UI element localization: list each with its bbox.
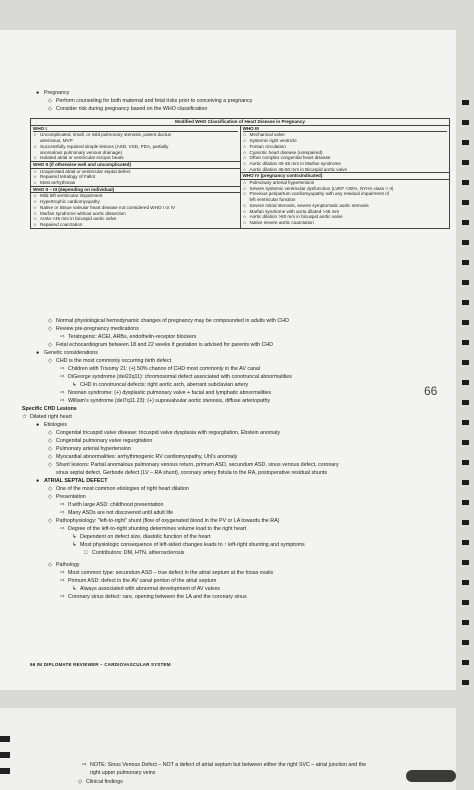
page-footer: 66 IM DIPLOMATE REVIEWER – CARDIOVASCULAR SYSTEM xyxy=(30,662,171,667)
table-title: Modified WHO Classification of Heart Disease in Pregnancy xyxy=(31,119,450,126)
bullet-icon: ● xyxy=(36,478,40,484)
line-text: Specific CHD Lesions xyxy=(22,406,77,412)
text-line xyxy=(60,578,216,584)
text-line xyxy=(60,594,247,600)
star-icon: ☆ xyxy=(33,168,38,174)
text-line xyxy=(36,478,107,484)
bullet-icon: ⇨ xyxy=(60,334,65,340)
text-line xyxy=(78,779,123,785)
line-text: Normal physiological hemodynamic changes of pregnancy may be compounded in adults with CHD xyxy=(56,318,289,324)
line-text: Coronary sinus defect: rare, opening between the LA and the coronary sinus xyxy=(68,594,247,600)
text-line xyxy=(56,470,327,476)
row-text: left ventricular function xyxy=(249,197,296,203)
star-icon: ☆ xyxy=(33,210,38,216)
who-classification-table xyxy=(30,118,450,229)
who-left-column xyxy=(31,125,241,228)
text-line xyxy=(48,518,279,524)
edge-tab xyxy=(462,240,469,245)
bullet-icon: ↳ xyxy=(72,382,77,388)
line-text: Shunt lesions: Partial anomalous pulmonary venous return, primum ASD, secundum ASD, sinus venous defect, coronary xyxy=(56,462,339,468)
row-text: Previous peripartum cardiomyopathy with any residual impairment of xyxy=(249,191,389,197)
edge-tab xyxy=(462,140,469,145)
text-line xyxy=(60,390,271,396)
text-line xyxy=(48,430,280,436)
edge-tab xyxy=(462,420,469,425)
bullet-icon: ⇨ xyxy=(60,578,65,584)
text-line xyxy=(60,526,246,532)
who3-list xyxy=(243,132,448,172)
line-text: William's syndrome (del7q11.23): (+) supravalvular aortic stenosis, diffuse arteriopathy xyxy=(68,398,271,404)
line-text: Consider risk during pregnancy based on the WHO classification xyxy=(56,106,208,112)
who2-list xyxy=(33,169,238,186)
next-document-page xyxy=(0,708,456,790)
line-text: One of the most common etiologies of right heart dilation xyxy=(56,486,189,492)
line-text: NOTE: Sinus Venous Defect – NOT a defect of atrial septum but between either the right SVC – atrial junction and the xyxy=(90,762,367,768)
star-icon: ☆ xyxy=(242,143,247,149)
bullet-icon: ◇ xyxy=(48,462,53,468)
row-text: Marfan syndrome with aorta dilated >45 mm xyxy=(249,208,340,214)
line-text: Noonan syndrome: (+) dysplastic pulmonary valve + facial and lymphatic abnormalities xyxy=(68,390,272,396)
text-line xyxy=(60,374,292,380)
line-text: DiGeorge syndrome (del22q11): chromosomal defect associated with conotruncal abnormalities xyxy=(68,374,292,380)
text-line xyxy=(72,542,305,548)
bullet-icon: ⇨ xyxy=(60,366,65,372)
bullet-icon: ↳ xyxy=(72,542,77,548)
bullet-icon: ⇨ xyxy=(60,374,65,380)
line-text: Degree of the left-to-right shunting determines volume load to the right heart xyxy=(68,526,247,532)
bullet-icon: ⇨ xyxy=(60,390,65,396)
row-text: Aortic dilation 40-45 mm in Marfan syndrome xyxy=(249,160,341,166)
star-icon: ☆ xyxy=(242,219,247,225)
star-icon: ☆ xyxy=(242,149,247,155)
edge-tab xyxy=(462,340,469,345)
row-text: Unoperated atrial or ventricular septal defect xyxy=(40,168,131,174)
star-icon: ☆ xyxy=(242,132,247,138)
text-line xyxy=(82,762,366,768)
row-text: Cyanotic heart disease (unrepaired) xyxy=(249,149,323,155)
bullet-icon: ● xyxy=(36,350,40,356)
star-icon: ☆ xyxy=(242,180,247,186)
bullet-icon: ◇ xyxy=(48,486,53,492)
edge-tab xyxy=(462,160,469,165)
edge-tab xyxy=(462,120,469,125)
edge-tab xyxy=(462,540,469,545)
text-line xyxy=(72,382,248,388)
text-line xyxy=(48,326,139,332)
line-text: If with large ASD: childhood presentation xyxy=(68,502,164,508)
star-icon: ☆ xyxy=(242,208,247,214)
star-icon: ☆ xyxy=(33,221,38,227)
line-text: Presentation xyxy=(56,494,86,500)
who23-list xyxy=(33,193,238,227)
edge-tab xyxy=(462,460,469,465)
edge-tab xyxy=(462,480,469,485)
edge-tab xyxy=(0,736,10,742)
line-text: right upper pulmonary veins xyxy=(90,770,156,776)
table-row xyxy=(243,220,448,226)
row-text: anomalous pulmonary venous drainage) xyxy=(40,149,122,155)
table-row xyxy=(33,222,238,228)
bullet-icon: ◇ xyxy=(48,342,53,348)
line-text: Children with Trisomy 21: (+) 50% chance of CHD most commonly in the AV canal xyxy=(68,366,260,372)
line-text: Pathology xyxy=(56,562,80,568)
row-text: Aorta <45 mm in bicuspid aortic valve xyxy=(40,216,117,222)
edge-tab xyxy=(462,360,469,365)
text-line xyxy=(48,98,252,104)
text-line xyxy=(36,90,69,96)
row-text: Aortic dilation 45-50 mm in Bicuspid aortic valve xyxy=(249,166,348,172)
star-icon: ☆ xyxy=(33,132,38,138)
bullet-icon: ↳ xyxy=(72,534,77,540)
line-text: Dependent on defect size, diastolic function of the heart xyxy=(80,534,211,540)
row-text: Mild left ventricular impairment xyxy=(40,193,103,199)
edge-tab xyxy=(0,752,10,758)
line-text: Review pre-pregnancy medications xyxy=(56,326,139,332)
line-text: CHD is the most commonly occurring birth defect xyxy=(56,358,172,364)
edge-tab xyxy=(0,768,10,774)
star-icon: ☆ xyxy=(242,214,247,220)
who1-list xyxy=(33,132,238,161)
line-text: Contributors: DM, HTN, atherosclerosis xyxy=(92,550,185,556)
edge-tab xyxy=(462,440,469,445)
bullet-icon: ◇ xyxy=(48,358,53,364)
text-line xyxy=(48,106,207,112)
line-text: Many ASDs are not discovered until adult life xyxy=(68,510,174,516)
line-text: Pregnancy xyxy=(44,90,70,96)
star-icon: ☆ xyxy=(242,191,247,197)
line-text: ATRIAL SEPTAL DEFECT xyxy=(44,478,108,484)
bullet-icon: ⇨ xyxy=(60,502,65,508)
bullet-icon: ◇ xyxy=(48,562,53,568)
page-number-badge: 66 xyxy=(424,384,438,398)
line-text: Genetic considerations xyxy=(44,350,98,356)
text-line xyxy=(48,358,171,364)
star-icon: ☆ xyxy=(33,155,38,161)
bullet-icon: □ xyxy=(84,550,88,556)
line-text: Fetal echocardiogram between 18 and 22 weeks if gestation is advised for parents with CHD xyxy=(56,342,273,348)
text-line xyxy=(72,586,220,592)
line-text: Etiologies xyxy=(44,422,67,428)
row-text: Systemic right ventricle xyxy=(249,138,297,144)
bullet-icon: ◇ xyxy=(48,494,53,500)
line-text: Congenital tricuspid valve disease: tricuspid valve dysplasia with regurgitation, Ebstein anomaly xyxy=(56,430,281,436)
edge-tab xyxy=(462,300,469,305)
edge-tab xyxy=(462,580,469,585)
line-text: Most physiologic consequence of left-sided changes leads to ↑ left-right shunting and symptoms xyxy=(80,542,305,548)
bullet-icon: ⇨ xyxy=(60,594,65,600)
text-line xyxy=(22,406,77,412)
edge-tab xyxy=(462,620,469,625)
edge-tab xyxy=(462,380,469,385)
row-text: Most arrhythmias xyxy=(40,180,76,186)
edge-tab xyxy=(462,520,469,525)
line-text: Most common type: secundum ASD – true defect in the atrial septum at the fossa ovalis xyxy=(68,570,274,576)
star-icon: ☆ xyxy=(33,174,38,180)
text-line xyxy=(60,570,273,576)
edge-tab xyxy=(462,260,469,265)
star-icon: ☆ xyxy=(242,155,247,161)
edge-tab xyxy=(462,680,469,685)
row-text: Native or tissue valvular heart disease not considered WHO I or IV xyxy=(40,204,176,210)
bullet-icon: ◇ xyxy=(48,454,53,460)
row-text: Uncomplicated, small, or mild pulmonary stenosis, patent ductus xyxy=(40,132,171,138)
star-icon: ☆ xyxy=(242,160,247,166)
bullet-icon: ◇ xyxy=(48,318,53,324)
bullet-icon: ◇ xyxy=(48,518,53,524)
row-text: Successfully repaired simple lesions (ASD, VSD, PDA, partially xyxy=(40,143,169,149)
line-text: Dilated right heart xyxy=(30,414,72,420)
text-line xyxy=(36,350,98,356)
edge-tab xyxy=(462,640,469,645)
row-text: Hypertrophic cardiomyopathy xyxy=(40,199,100,205)
text-line xyxy=(36,422,67,428)
who-right-column xyxy=(240,125,450,228)
text-line xyxy=(48,342,273,348)
star-icon: ☆ xyxy=(242,185,247,191)
bullet-icon: ⇨ xyxy=(60,398,65,404)
text-line xyxy=(60,334,196,340)
star-icon: ☆ xyxy=(242,166,247,172)
line-text: Primum ASD: defect in the AV canal portion of the atrial septum xyxy=(68,578,217,584)
edge-tab xyxy=(462,600,469,605)
line-text: sinus septal defect, Gerbode defect (LV – RA shunt), coronary artery fistula to the RA, postoperative residual shunts xyxy=(56,470,328,476)
line-text: Pathophysiology: "left-to-right" shunt (flow of oxygenated blood in the PV or LA towards the RA) xyxy=(56,518,280,524)
star-icon: ☆ xyxy=(33,193,38,199)
line-text: Teratogenic: ACEI, ARBs, endothelin-receptor blockers xyxy=(68,334,197,340)
bullet-icon: ◇ xyxy=(48,326,53,332)
edge-tab xyxy=(462,320,469,325)
edge-tab xyxy=(462,660,469,665)
row-text: Pulmonary arterial hypertension xyxy=(249,180,315,186)
star-icon: ☆ xyxy=(242,202,247,208)
bullet-icon: ● xyxy=(36,90,40,96)
star-icon: ☆ xyxy=(33,180,38,186)
bullet-icon: ☆ xyxy=(22,414,27,420)
who1-header: WHO I xyxy=(33,126,238,133)
edge-tab xyxy=(462,200,469,205)
row-text: Severe mitral stenosis, severe symptomatic aortic stenosis xyxy=(249,202,369,208)
row-text: Repaired tetralogy of Fallot xyxy=(40,174,96,180)
edge-tab xyxy=(462,180,469,185)
text-line xyxy=(60,510,173,516)
edge-tab xyxy=(462,500,469,505)
text-line xyxy=(48,494,86,500)
text-line xyxy=(48,462,339,468)
bullet-icon: ◇ xyxy=(48,446,53,452)
text-line xyxy=(72,534,210,540)
row-text: Repaired coarctation xyxy=(40,221,83,227)
edge-tab xyxy=(462,100,469,105)
bullet-icon: ◇ xyxy=(48,438,53,444)
line-text: Perform counseling for both maternal and fetal risks prior to conceiving a pregnancy xyxy=(56,98,253,104)
text-line xyxy=(60,398,270,404)
star-icon: ☆ xyxy=(33,216,38,222)
row-text: Marfan syndrome without aortic dissection xyxy=(40,210,126,216)
star-icon: ☆ xyxy=(33,143,38,149)
who3-header: WHO III xyxy=(243,126,448,133)
bullet-icon: ⇨ xyxy=(82,762,87,768)
text-line xyxy=(48,454,237,460)
line-text: Pulmonary arterial hypertension xyxy=(56,446,131,452)
text-line xyxy=(48,486,189,492)
row-text: arteriosus, MVP xyxy=(40,138,73,144)
row-text: Other complex congenital heart disease xyxy=(249,155,331,161)
bullet-icon: ◇ xyxy=(48,98,53,104)
who4-header: WHO IV (pregnancy contraindicated) xyxy=(241,172,450,180)
bullet-icon: ◇ xyxy=(78,779,83,785)
bullet-icon: ⇨ xyxy=(60,570,65,576)
edge-tab xyxy=(462,400,469,405)
line-text: Myocardial abnormalities: arrhythmogenic RV cardiomyopathy, Uhl's anomaly xyxy=(56,454,238,460)
star-icon: ☆ xyxy=(33,204,38,210)
bullet-icon: ◇ xyxy=(48,430,53,436)
star-icon: ☆ xyxy=(242,138,247,144)
star-icon: ☆ xyxy=(33,199,38,205)
row-text: Native severe aortic coarctation xyxy=(249,219,314,225)
bullet-icon: ● xyxy=(36,422,40,428)
text-line xyxy=(90,770,155,776)
line-text: CHD in conotruncal defects: right aortic arch, aberrant subclavian artery xyxy=(80,382,249,388)
edge-tab xyxy=(462,280,469,285)
row-text: Aortic dilation >50 mm in bicuspid aortic valve xyxy=(249,214,343,220)
line-text: Clinical findings xyxy=(86,779,123,785)
text-line xyxy=(48,562,80,568)
who4-list xyxy=(243,180,448,226)
text-line xyxy=(60,502,163,508)
who2-header: WHO II (if otherwise well and uncomplicated) xyxy=(31,161,240,169)
edge-tab xyxy=(462,220,469,225)
text-line xyxy=(22,414,72,420)
thumb-shadow xyxy=(406,770,456,782)
text-line xyxy=(48,446,131,452)
row-text: Severe systemic ventricular dysfunction (LVEF <30%, NYHA class > II) xyxy=(249,185,394,191)
who23-header: WHO II – III (depending on individual) xyxy=(31,186,240,194)
text-line xyxy=(84,550,184,556)
row-text: Mechanical valve xyxy=(249,132,285,138)
text-line xyxy=(48,318,289,324)
bullet-icon: ◇ xyxy=(48,106,53,112)
text-line xyxy=(60,366,260,372)
line-text: Always associated with abnormal development of AV valves xyxy=(80,586,221,592)
row-text: Fontan circulation xyxy=(249,143,286,149)
bullet-icon: ⇨ xyxy=(60,526,65,532)
text-line xyxy=(48,438,152,444)
bullet-icon: ⇨ xyxy=(60,510,65,516)
bullet-icon: ↳ xyxy=(72,586,77,592)
line-text: Congenital pulmonary valve regurgitation xyxy=(56,438,153,444)
row-text: Isolated atrial or ventricular ectopic beats xyxy=(40,155,124,161)
edge-tab xyxy=(462,560,469,565)
